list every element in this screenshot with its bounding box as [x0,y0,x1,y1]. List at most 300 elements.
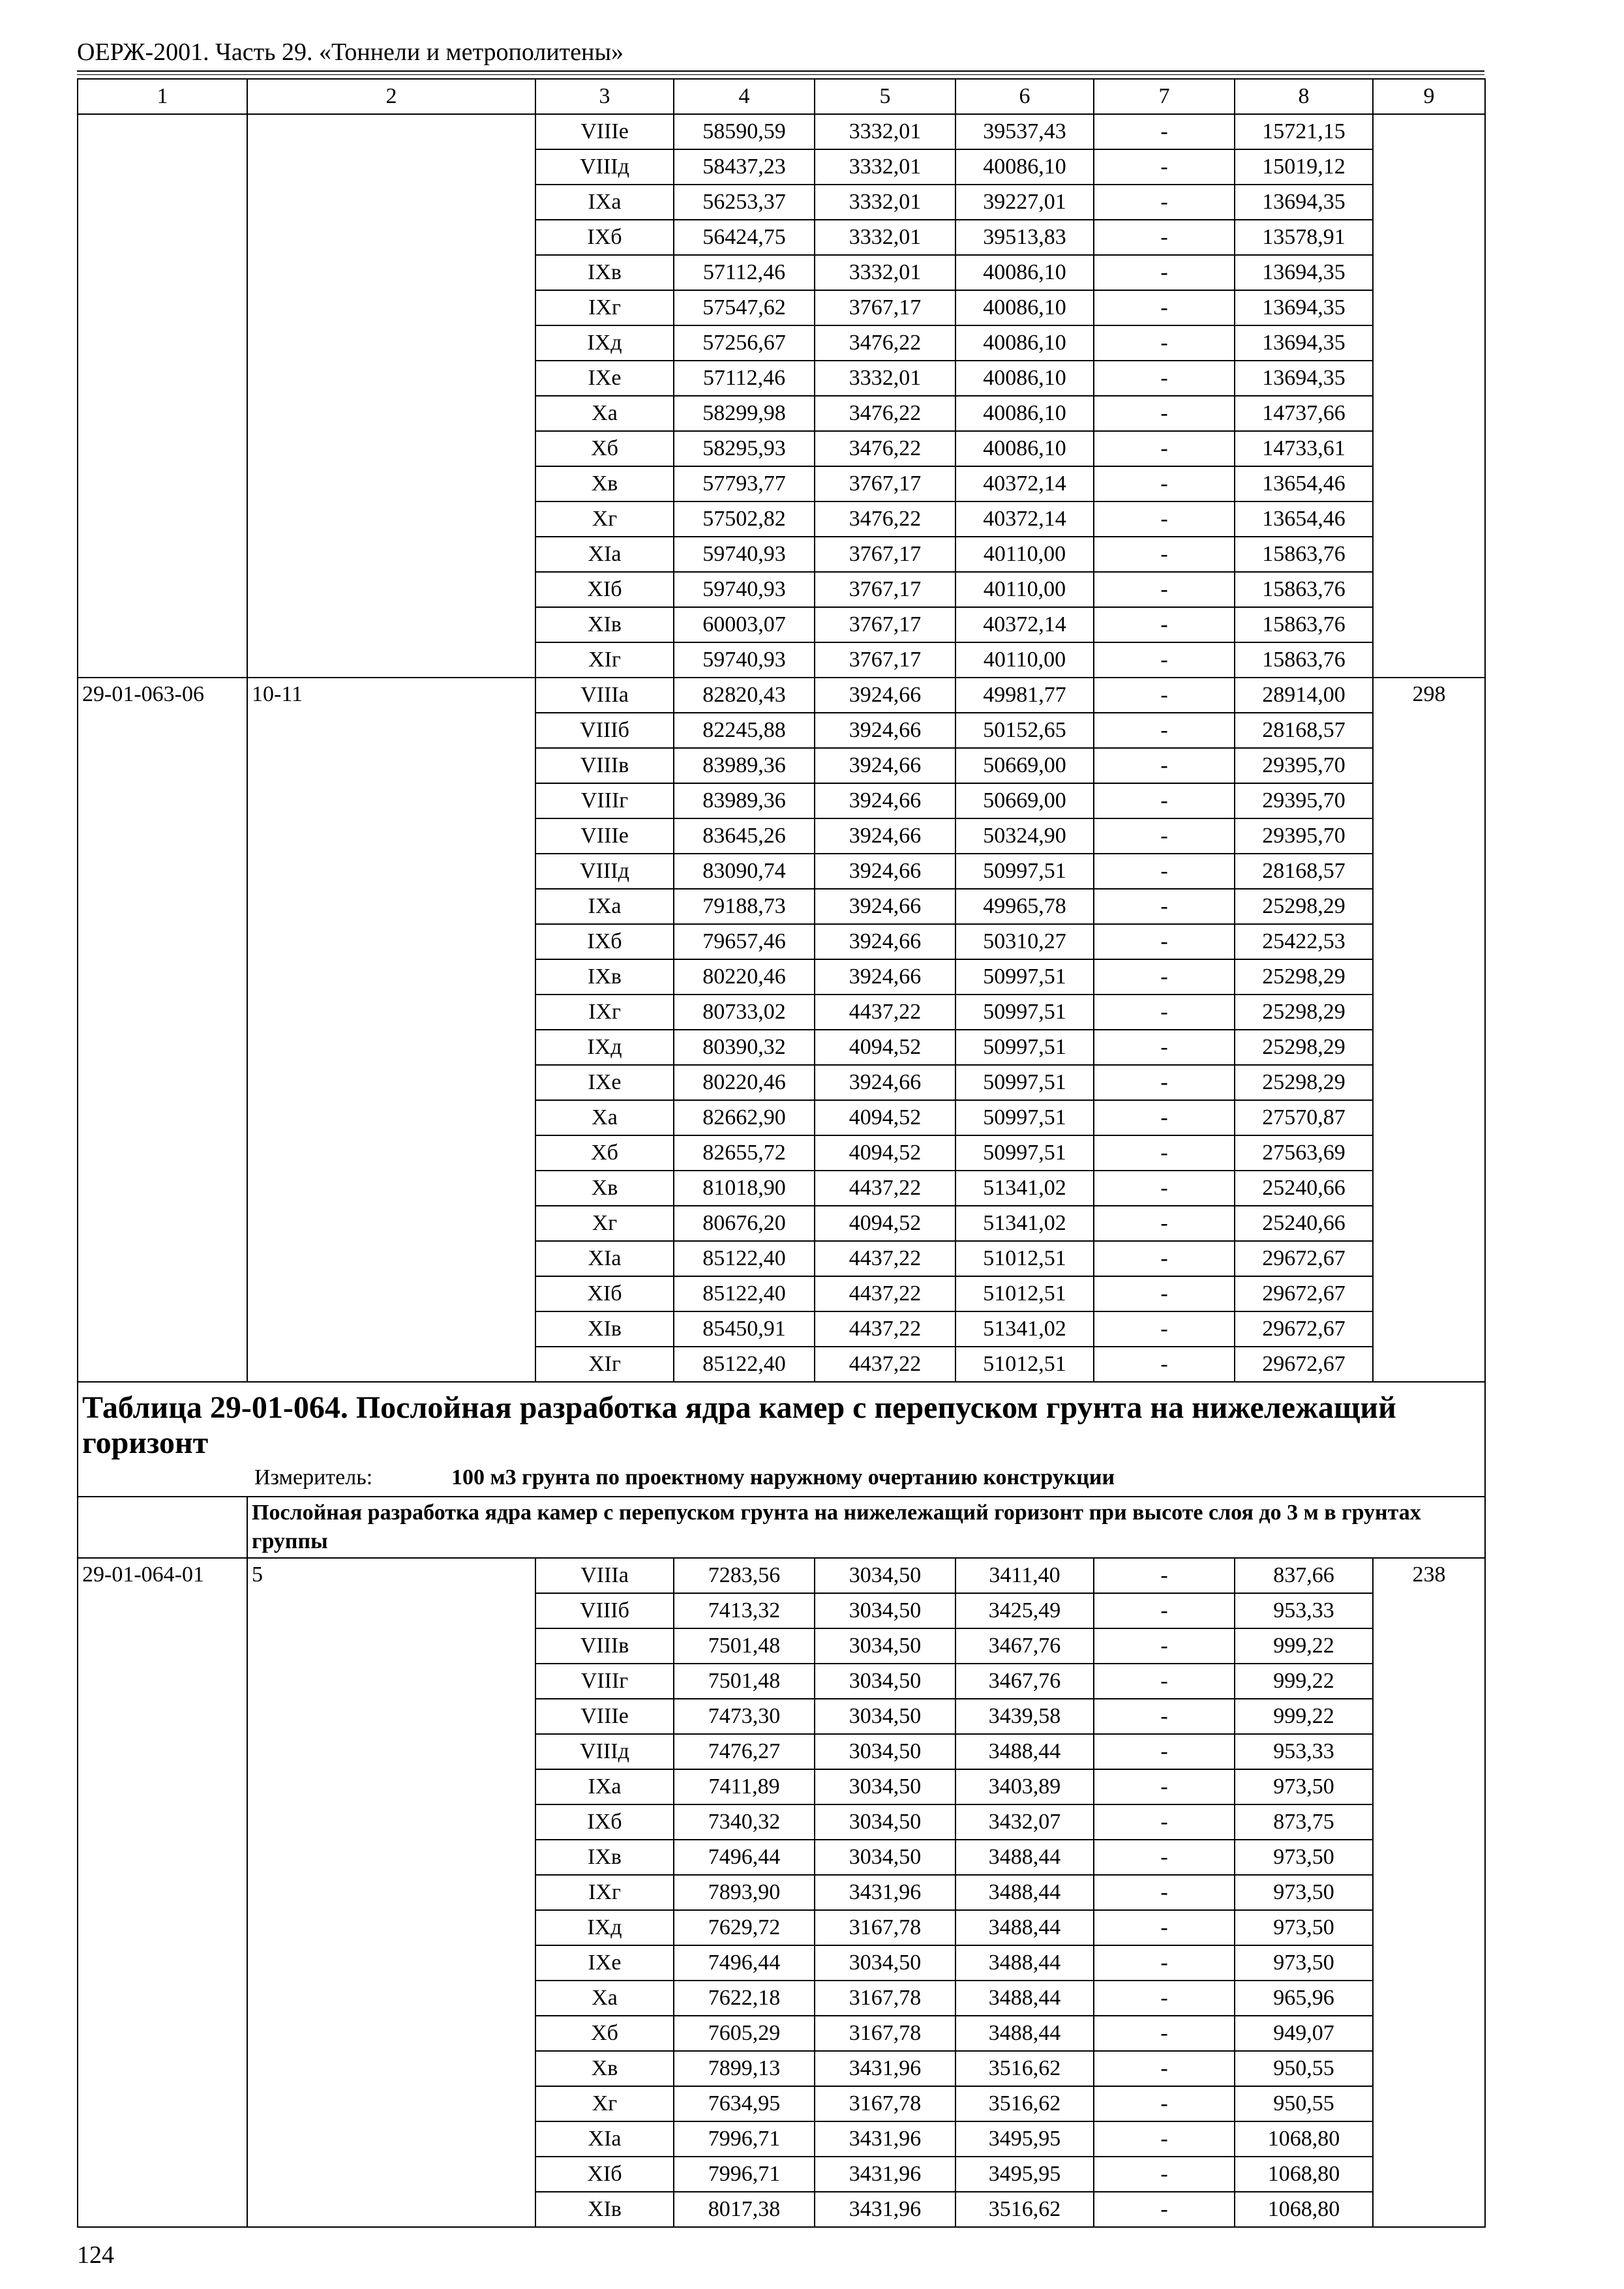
machinists-wages: - [1094,2157,1235,2192]
machine-cost: 40086,10 [955,431,1094,466]
materials-cost: 1068,80 [1235,2192,1373,2227]
materials-cost: 949,07 [1235,2016,1373,2051]
measure-label: Измеритель: [254,1465,373,1489]
labor-wages: 3431,96 [815,2157,955,2192]
total-cost: 7473,30 [674,1699,815,1734]
machine-cost: 40086,10 [955,149,1094,185]
total-cost: 7283,56 [674,1558,815,1593]
labor-wages: 3767,17 [815,290,955,325]
materials-cost: 950,55 [1235,2086,1373,2121]
soil-group: IXб [535,924,674,959]
machinists-wages: - [1094,889,1235,924]
soil-group: IXа [535,185,674,220]
labor-wages: 3767,17 [815,642,955,678]
soil-group: IXв [535,1840,674,1875]
labor-wages: 3431,96 [815,2192,955,2227]
machinists-wages: - [1094,325,1235,361]
materials-cost: 29395,70 [1235,783,1373,818]
header-rule [77,70,1484,72]
machinists-wages: - [1094,642,1235,678]
total-cost: 83645,26 [674,818,815,854]
labor-wages: 4437,22 [815,995,955,1030]
subheading-text: Послойная разработка ядра камер с перепуском грунта на нижележащий горизонт при высоте слоя до 3 м в грунтах группы [247,1497,1485,1558]
total-cost: 85450,91 [674,1311,815,1347]
materials-cost: 15019,12 [1235,149,1373,185]
machinists-wages: - [1094,255,1235,290]
labor-wages: 3767,17 [815,466,955,501]
total-cost: 7899,13 [674,2051,815,2086]
code-cell [78,114,247,678]
machine-cost: 49965,78 [955,889,1094,924]
machinists-wages: - [1094,1030,1235,1065]
materials-cost: 29395,70 [1235,818,1373,854]
total-cost: 7605,29 [674,2016,815,2051]
soil-group: IXг [535,1875,674,1910]
labor-wages: 4094,52 [815,1135,955,1171]
machinists-wages: - [1094,185,1235,220]
code-cell: 29-01-063-06 [78,678,247,1382]
labor-wages: 3167,78 [815,2086,955,2121]
total-cost: 7622,18 [674,1981,815,2016]
materials-cost: 873,75 [1235,1804,1373,1840]
subheading-row [78,1497,1485,1558]
materials-cost: 28168,57 [1235,713,1373,748]
machinists-wages: - [1094,678,1235,713]
machine-cost: 40086,10 [955,290,1094,325]
soil-group: XIв [535,2192,674,2227]
table-row [78,114,1485,149]
materials-cost: 15863,76 [1235,642,1373,678]
machinists-wages: - [1094,607,1235,642]
table-body [78,79,1485,2227]
total-cost: 59740,93 [674,642,815,678]
total-cost: 83090,74 [674,854,815,889]
total-cost: 56424,75 [674,220,815,255]
materials-cost: 28168,57 [1235,854,1373,889]
soil-group: IXд [535,1910,674,1945]
labor-wages: 3476,22 [815,396,955,431]
measure-value: 100 м3 грунта по проектному наружному очертанию конструкции [451,1465,1115,1489]
machine-cost: 50997,51 [955,1135,1094,1171]
machine-cost: 3516,62 [955,2192,1094,2227]
materials-cost: 973,50 [1235,1875,1373,1910]
soil-group: IXг [535,995,674,1030]
materials-cost: 999,22 [1235,1628,1373,1664]
header-rule-thin [77,74,1484,75]
machine-cost: 3439,58 [955,1699,1094,1734]
soil-group: IXе [535,1945,674,1981]
machine-cost: 50997,51 [955,959,1094,995]
machinists-wages: - [1094,466,1235,501]
total-cost: 83989,36 [674,783,815,818]
labor-wages: 3924,66 [815,924,955,959]
total-cost: 57256,67 [674,325,815,361]
labor-wages: 3476,22 [815,501,955,537]
soil-group: IXб [535,1804,674,1840]
soil-group: VIIIв [535,748,674,783]
parameter-cell: 5 [247,1558,535,2227]
total-cost: 60003,07 [674,607,815,642]
total-cost: 82662,90 [674,1100,815,1135]
soil-group: Xг [535,2086,674,2121]
labor-wages: 3034,50 [815,1769,955,1804]
machine-cost: 51341,02 [955,1171,1094,1206]
materials-cost: 953,33 [1235,1593,1373,1628]
machine-cost: 50324,90 [955,818,1094,854]
labor-wages: 3924,66 [815,854,955,889]
soil-group: XIб [535,2157,674,2192]
labor-wages: 3767,17 [815,537,955,572]
machine-cost: 50997,51 [955,1065,1094,1100]
machinists-wages: - [1094,2121,1235,2157]
materials-cost: 1068,80 [1235,2121,1373,2157]
materials-cost: 27570,87 [1235,1100,1373,1135]
labor-wages: 4437,22 [815,1347,955,1382]
total-cost: 57793,77 [674,466,815,501]
labor-wages: 3431,96 [815,2051,955,2086]
labor-wages: 3924,66 [815,959,955,995]
materials-cost: 999,22 [1235,1664,1373,1699]
machine-cost: 51012,51 [955,1347,1094,1382]
machine-cost: 3467,76 [955,1664,1094,1699]
machine-cost: 40372,14 [955,466,1094,501]
total-cost: 80220,46 [674,1065,815,1100]
materials-cost: 15863,76 [1235,537,1373,572]
machine-cost: 40086,10 [955,396,1094,431]
machine-cost: 51012,51 [955,1276,1094,1311]
total-cost: 57547,62 [674,290,815,325]
soil-group: XIг [535,1347,674,1382]
machinists-wages: - [1094,748,1235,783]
soil-group: VIIIб [535,1593,674,1628]
machine-cost: 40372,14 [955,501,1094,537]
machinists-wages: - [1094,1981,1235,2016]
total-cost: 7893,90 [674,1875,815,1910]
machine-cost: 50997,51 [955,995,1094,1030]
materials-cost: 27563,69 [1235,1135,1373,1171]
total-cost: 7476,27 [674,1734,815,1769]
column-number-row [78,79,1485,114]
soil-group: XIа [535,537,674,572]
page-header: ОЕРЖ-2001. Часть 29. «Тоннели и метрополитены» [77,38,624,66]
machinists-wages: - [1094,1875,1235,1910]
column-number: 8 [1235,79,1373,114]
machinists-wages: - [1094,1206,1235,1241]
labor-wages: 4437,22 [815,1311,955,1347]
machine-cost: 3488,44 [955,1945,1094,1981]
machinists-wages: - [1094,1769,1235,1804]
labor-wages: 3431,96 [815,2121,955,2157]
labor-wages: 3332,01 [815,255,955,290]
labor-wages: 3924,66 [815,748,955,783]
materials-cost: 973,50 [1235,1910,1373,1945]
soil-group: XIв [535,1311,674,1347]
machine-cost: 40372,14 [955,607,1094,642]
machinists-wages: - [1094,995,1235,1030]
subheading-spacer [78,1497,247,1558]
table-title-cell [78,1382,1485,1497]
total-cost: 57502,82 [674,501,815,537]
soil-group: Xв [535,2051,674,2086]
labor-wages: 3034,50 [815,1945,955,1981]
machinists-wages: - [1094,1558,1235,1593]
soil-group: Xа [535,1981,674,2016]
machine-cost: 50669,00 [955,748,1094,783]
labor-wages: 3332,01 [815,361,955,396]
total-cost: 85122,40 [674,1347,815,1382]
materials-cost: 29395,70 [1235,748,1373,783]
table-title: Таблица 29-01-064. Послойная разработка ядра камер с перепуском грунта на нижележащий горизонт [82,1390,1396,1460]
machine-cost: 51012,51 [955,1241,1094,1276]
materials-cost: 29672,67 [1235,1311,1373,1347]
soil-group: IXа [535,1769,674,1804]
total-cost: 58295,93 [674,431,815,466]
machinists-wages: - [1094,1347,1235,1382]
labor-wages: 3924,66 [815,678,955,713]
materials-cost: 15863,76 [1235,572,1373,607]
labor-wages: 3924,66 [815,783,955,818]
labor-wages: 3034,50 [815,1628,955,1664]
total-cost: 82655,72 [674,1135,815,1171]
machinists-wages: - [1094,572,1235,607]
machinists-wages: - [1094,1135,1235,1171]
machinists-wages: - [1094,1065,1235,1100]
machine-cost: 3411,40 [955,1558,1094,1593]
total-cost: 7634,95 [674,2086,815,2121]
labor-wages: 4094,52 [815,1030,955,1065]
soil-group: Xг [535,1206,674,1241]
parameter-cell: 10-11 [247,678,535,1382]
machinists-wages: - [1094,924,1235,959]
machine-cost: 3425,49 [955,1593,1094,1628]
materials-cost: 25298,29 [1235,995,1373,1030]
materials-cost: 13694,35 [1235,255,1373,290]
machine-cost: 3488,44 [955,1910,1094,1945]
labor-wages: 3167,78 [815,1981,955,2016]
soil-group: VIIIе [535,114,674,149]
labor-wages: 3034,50 [815,1840,955,1875]
labor-wages: 3332,01 [815,114,955,149]
materials-cost: 29672,67 [1235,1276,1373,1311]
labor-wages: 3332,01 [815,220,955,255]
materials-cost: 973,50 [1235,1769,1373,1804]
total-cost: 56253,37 [674,185,815,220]
materials-cost: 25298,29 [1235,1030,1373,1065]
soil-group: VIIIг [535,1664,674,1699]
price-table [77,78,1486,2228]
materials-cost: 13654,46 [1235,501,1373,537]
soil-group: Xа [535,396,674,431]
machine-cost: 40086,10 [955,361,1094,396]
soil-group: Xв [535,466,674,501]
machine-cost: 40086,10 [955,255,1094,290]
soil-group: XIв [535,607,674,642]
total-cost: 7501,48 [674,1664,815,1699]
labor-wages: 4437,22 [815,1276,955,1311]
materials-cost: 953,33 [1235,1734,1373,1769]
table-row [78,1558,1485,1593]
labor-wages: 3332,01 [815,149,955,185]
total-cost: 7411,89 [674,1769,815,1804]
labor-wages: 3924,66 [815,818,955,854]
total-cost: 80220,46 [674,959,815,995]
labor-wages: 3431,96 [815,1875,955,1910]
machine-cost: 3467,76 [955,1628,1094,1664]
materials-cost: 14737,66 [1235,396,1373,431]
labor-wages: 3767,17 [815,607,955,642]
machinists-wages: - [1094,854,1235,889]
total-cost: 79188,73 [674,889,815,924]
machinists-wages: - [1094,818,1235,854]
machine-cost: 3488,44 [955,1981,1094,2016]
quantity-cell [1373,114,1485,678]
machinists-wages: - [1094,396,1235,431]
total-cost: 7496,44 [674,1840,815,1875]
materials-cost: 25240,66 [1235,1171,1373,1206]
materials-cost: 999,22 [1235,1699,1373,1734]
machinists-wages: - [1094,220,1235,255]
total-cost: 83989,36 [674,748,815,783]
materials-cost: 13694,35 [1235,325,1373,361]
machinists-wages: - [1094,1910,1235,1945]
machinists-wages: - [1094,149,1235,185]
machine-cost: 40110,00 [955,572,1094,607]
soil-group: XIг [535,642,674,678]
quantity-cell: 298 [1373,678,1485,1382]
labor-wages: 3034,50 [815,1593,955,1628]
column-number: 5 [815,79,955,114]
total-cost: 7413,32 [674,1593,815,1628]
labor-wages: 3476,22 [815,325,955,361]
labor-wages: 3924,66 [815,889,955,924]
machine-cost: 3488,44 [955,1875,1094,1910]
materials-cost: 950,55 [1235,2051,1373,2086]
machinists-wages: - [1094,1804,1235,1840]
machine-cost: 40086,10 [955,325,1094,361]
materials-cost: 25298,29 [1235,959,1373,995]
total-cost: 80676,20 [674,1206,815,1241]
machine-cost: 39227,01 [955,185,1094,220]
labor-wages: 3924,66 [815,1065,955,1100]
materials-cost: 25298,29 [1235,889,1373,924]
soil-group: IXг [535,290,674,325]
table-title-row [78,1382,1485,1497]
materials-cost: 15721,15 [1235,114,1373,149]
machine-cost: 40110,00 [955,642,1094,678]
soil-group: IXе [535,361,674,396]
materials-cost: 13694,35 [1235,290,1373,325]
soil-group: VIIIб [535,713,674,748]
total-cost: 85122,40 [674,1276,815,1311]
soil-group: XIа [535,1241,674,1276]
soil-group: Xв [535,1171,674,1206]
labor-wages: 4437,22 [815,1171,955,1206]
labor-wages: 4094,52 [815,1100,955,1135]
materials-cost: 973,50 [1235,1945,1373,1981]
soil-group: VIIIв [535,1628,674,1664]
machinists-wages: - [1094,114,1235,149]
machine-cost: 40110,00 [955,537,1094,572]
machine-cost: 51341,02 [955,1206,1094,1241]
machine-cost: 3495,95 [955,2121,1094,2157]
materials-cost: 837,66 [1235,1558,1373,1593]
soil-group: VIIIд [535,1734,674,1769]
total-cost: 7629,72 [674,1910,815,1945]
column-number: 6 [955,79,1094,114]
materials-cost: 973,50 [1235,1840,1373,1875]
machinists-wages: - [1094,783,1235,818]
soil-group: XIб [535,572,674,607]
soil-group: IXе [535,1065,674,1100]
materials-cost: 15863,76 [1235,607,1373,642]
machinists-wages: - [1094,1628,1235,1664]
machinists-wages: - [1094,1276,1235,1311]
machine-cost: 3488,44 [955,1734,1094,1769]
machine-cost: 39513,83 [955,220,1094,255]
labor-wages: 3034,50 [815,1804,955,1840]
total-cost: 58299,98 [674,396,815,431]
machine-cost: 50997,51 [955,1030,1094,1065]
machine-cost: 3516,62 [955,2086,1094,2121]
machinists-wages: - [1094,2192,1235,2227]
machinists-wages: - [1094,431,1235,466]
soil-group: Xг [535,501,674,537]
machine-cost: 50310,27 [955,924,1094,959]
soil-group: VIIIе [535,1699,674,1734]
machinists-wages: - [1094,1664,1235,1699]
soil-group: IXд [535,1030,674,1065]
machine-cost: 50997,51 [955,1100,1094,1135]
soil-group: Xб [535,1135,674,1171]
soil-group: VIIIг [535,783,674,818]
machinists-wages: - [1094,290,1235,325]
machinists-wages: - [1094,2051,1235,2086]
column-number: 1 [78,79,247,114]
machinists-wages: - [1094,1699,1235,1734]
soil-group: IXв [535,255,674,290]
machine-cost: 39537,43 [955,114,1094,149]
machinists-wages: - [1094,1311,1235,1347]
machine-cost: 3403,89 [955,1769,1094,1804]
labor-wages: 4094,52 [815,1206,955,1241]
soil-group: Xб [535,2016,674,2051]
measure-row [82,1463,1481,1492]
soil-group: IXд [535,325,674,361]
machine-cost: 3488,44 [955,1840,1094,1875]
labor-wages: 3476,22 [815,431,955,466]
machine-cost: 51341,02 [955,1311,1094,1347]
machinists-wages: - [1094,1241,1235,1276]
column-number: 7 [1094,79,1235,114]
machinists-wages: - [1094,1734,1235,1769]
soil-group: Xа [535,1100,674,1135]
labor-wages: 3034,50 [815,1699,955,1734]
labor-wages: 3034,50 [815,1558,955,1593]
materials-cost: 29672,67 [1235,1347,1373,1382]
machinists-wages: - [1094,713,1235,748]
code-cell: 29-01-064-01 [78,1558,247,2227]
machine-cost: 49981,77 [955,678,1094,713]
machinists-wages: - [1094,1100,1235,1135]
total-cost: 59740,93 [674,572,815,607]
materials-cost: 25240,66 [1235,1206,1373,1241]
materials-cost: 13578,91 [1235,220,1373,255]
total-cost: 7501,48 [674,1628,815,1664]
total-cost: 82245,88 [674,713,815,748]
column-number: 9 [1373,79,1485,114]
soil-group: VIIIд [535,149,674,185]
materials-cost: 25298,29 [1235,1065,1373,1100]
